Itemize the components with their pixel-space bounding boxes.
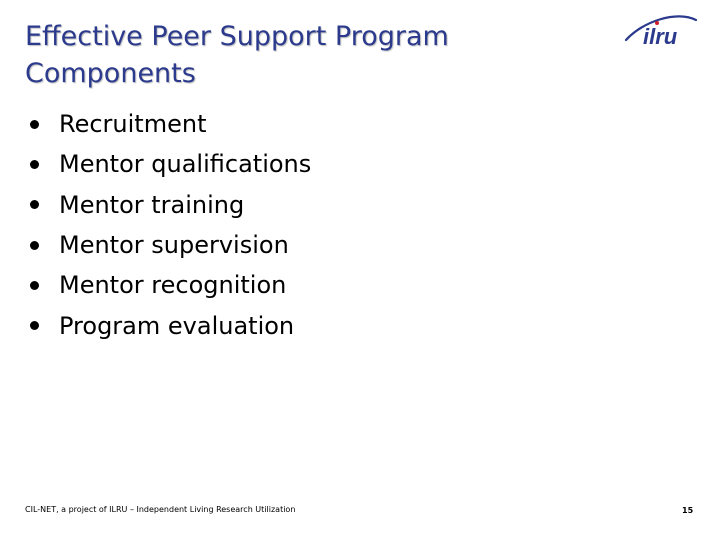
logo-text: ilru [643,24,678,49]
bullet-text: Recruitment [59,110,207,139]
list-item [28,305,311,345]
bullet-icon [30,241,39,250]
bullet-icon [30,160,39,169]
page-number: 15 [682,506,694,515]
list-item [28,104,311,144]
slide-title-line-2: Components [25,58,196,89]
list-item [28,225,311,265]
list-item [28,265,311,305]
list-item [28,185,311,225]
bullet-icon [30,120,39,129]
bullet-icon [30,321,39,330]
bullet-text: Mentor qualifications [59,150,312,179]
bullet-text: Mentor recognition [59,271,287,300]
bullet-icon [30,200,39,209]
bullet-icon [30,281,39,290]
bullet-text: Mentor training [59,190,245,219]
ilru-logo [624,10,702,52]
bullet-list [28,104,311,346]
bullet-text: Program evaluation [59,311,295,340]
slide-title-line-1: Effective Peer Support Program [25,21,449,52]
slide-title [25,18,585,92]
footer-credit: CIL-NET, a project of ILRU – Independent Living Research Utilization [25,505,296,514]
list-item [28,144,311,184]
bullet-text: Mentor supervision [59,231,289,260]
